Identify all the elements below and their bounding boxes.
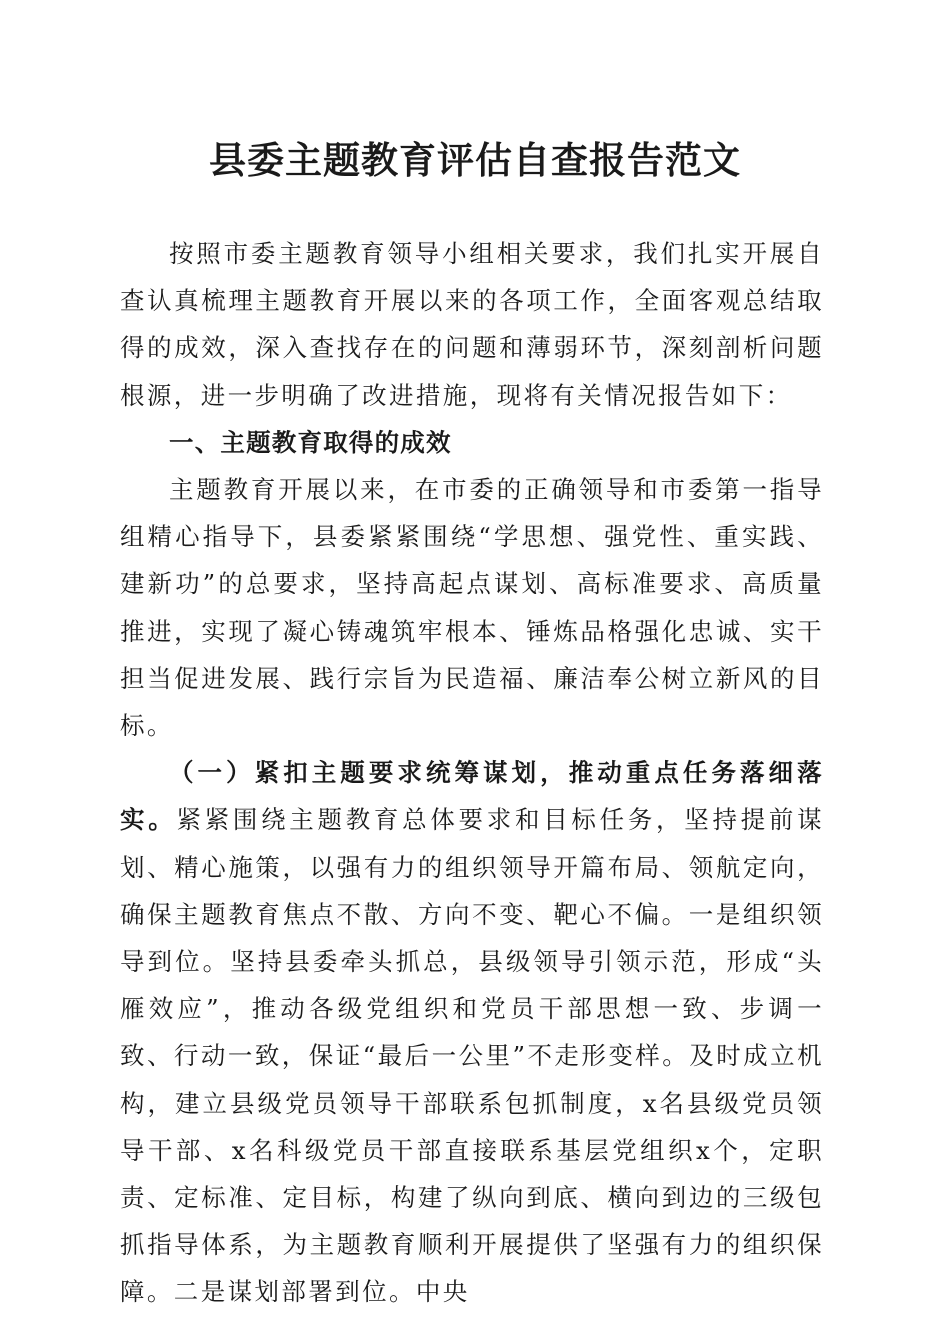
subsection-text: 紧紧围绕主题教育总体要求和目标任务，坚持提前谋划、精心施策，以强有力的组织领导开篇布局、领航定向，确保主题教育焦点不散、方向不变、靶心不偏。一是组织领导到位。坚持县委牵头抓总，县级领导引领示范，形成“头雁效应”，推动各级党组织和党员干部思想一致、步调一致、行动一致，保证“最后一公里”不走形变样。及时成立机构，建立县级党员领导干部联系包抓制度，x名县级党员领导干部、x名科级党员干部直接联系基层党组织x个，定职责、定标准、定目标，构建了纵向到底、横向到边的三级包抓指导体系，为主题教育顺利开展提供了坚强有力的组织保障。二是谋划部署到位。中央 [120, 805, 824, 1307]
subsection-heading: （一）紧扣主题要求统筹谋划，推动重点任务落细落实。 [120, 758, 824, 835]
intro-paragraph: 按照市委主题教育领导小组相关要求，我们扎实开展自查认真梳理主题教育开展以来的各项工作，全面客观总结取得的成效，深入查找存在的问题和薄弱环节，深刻剖析问题根源，进一步明确了改进措施，现将有关情况报告如下： [120, 239, 824, 410]
section-paragraph: 主题教育开展以来，在市委的正确领导和市委第一指导组精心指导下，县委紧紧围绕“学思想、强党性、重实践、建新功”的总要求，坚持高起点谋划、高标准要求、高质量推进，实现了凝心铸魂筑牢根本、锤炼品格强化忠诚、实干担当促进发展、践行宗旨为民造福、廉洁奉公树立新风的目标。 [120, 475, 824, 741]
section-heading: 一、主题教育取得的成效 [169, 427, 452, 457]
subsection-paragraph [120, 749, 824, 1315]
document-title: 县委主题教育评估自查报告范文 [209, 138, 741, 182]
document-body [120, 230, 824, 1316]
